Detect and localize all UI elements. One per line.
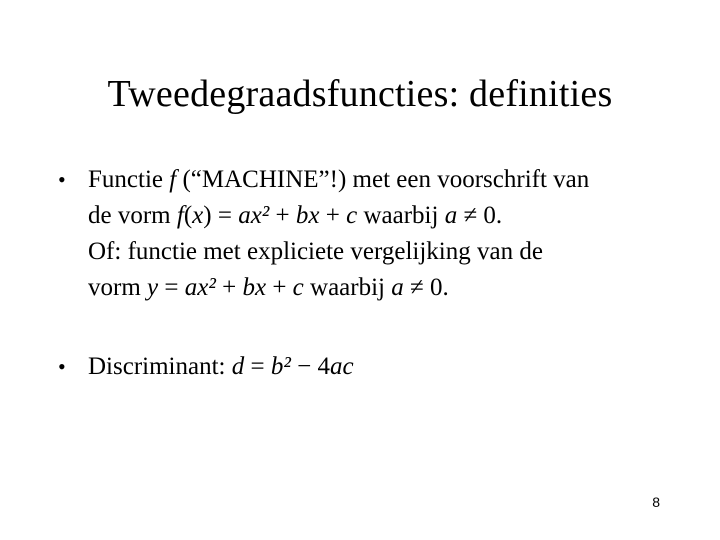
math-b2: b² <box>270 353 291 380</box>
math-a: a <box>391 274 404 301</box>
text-run: waarbij <box>303 274 392 301</box>
math-d: d <box>231 353 245 380</box>
math-x: x <box>192 202 204 229</box>
text-run: (“MACHINE”!) met een voorschrift van <box>176 166 590 193</box>
slide-title: Tweedegraadsfuncties: definities <box>107 73 613 115</box>
text-run: vorm <box>88 274 148 301</box>
math-bx: bx <box>295 202 320 229</box>
definition-line-3: Of: functie met expliciete vergelijking van de <box>88 238 543 265</box>
bullet-icon: • <box>58 354 66 379</box>
math-c: c <box>346 202 358 229</box>
definition-line-2 <box>88 198 720 234</box>
text-run: waarbij <box>357 202 445 229</box>
math-a: a <box>444 202 458 229</box>
math-y: y <box>147 274 159 301</box>
text-run: de vorm <box>88 202 177 229</box>
text-run: + <box>215 274 243 301</box>
text-run: ( <box>183 202 193 229</box>
text-run: ≠ 0. <box>457 202 503 229</box>
text-run: + <box>269 202 296 229</box>
text-run: = <box>244 353 271 380</box>
text-run: = <box>158 274 185 301</box>
text-run: Functie <box>88 166 170 193</box>
math-f: f <box>176 202 184 229</box>
text-run: + <box>266 274 293 301</box>
definition-line-1 <box>88 162 720 198</box>
bullet-discriminant-text <box>88 349 720 385</box>
math-ax2: ax² <box>184 274 216 301</box>
text-run: + <box>319 202 347 229</box>
text-run: − 4 <box>290 353 330 380</box>
math-c: c <box>292 274 304 301</box>
definition-line-4 <box>88 270 720 306</box>
bullet-icon: • <box>58 167 66 192</box>
discriminant-line <box>88 349 720 385</box>
math-ac: ac <box>329 353 354 380</box>
text-run: Discriminant: <box>88 353 232 380</box>
page-number: 8 <box>652 494 660 510</box>
math-f: f <box>169 166 177 193</box>
text-run: ≠ 0. <box>403 274 449 301</box>
math-bx: bx <box>242 274 267 301</box>
text-run: ) = <box>203 202 239 229</box>
bullet-definition-text <box>88 162 720 306</box>
math-ax2: ax² <box>238 202 270 229</box>
